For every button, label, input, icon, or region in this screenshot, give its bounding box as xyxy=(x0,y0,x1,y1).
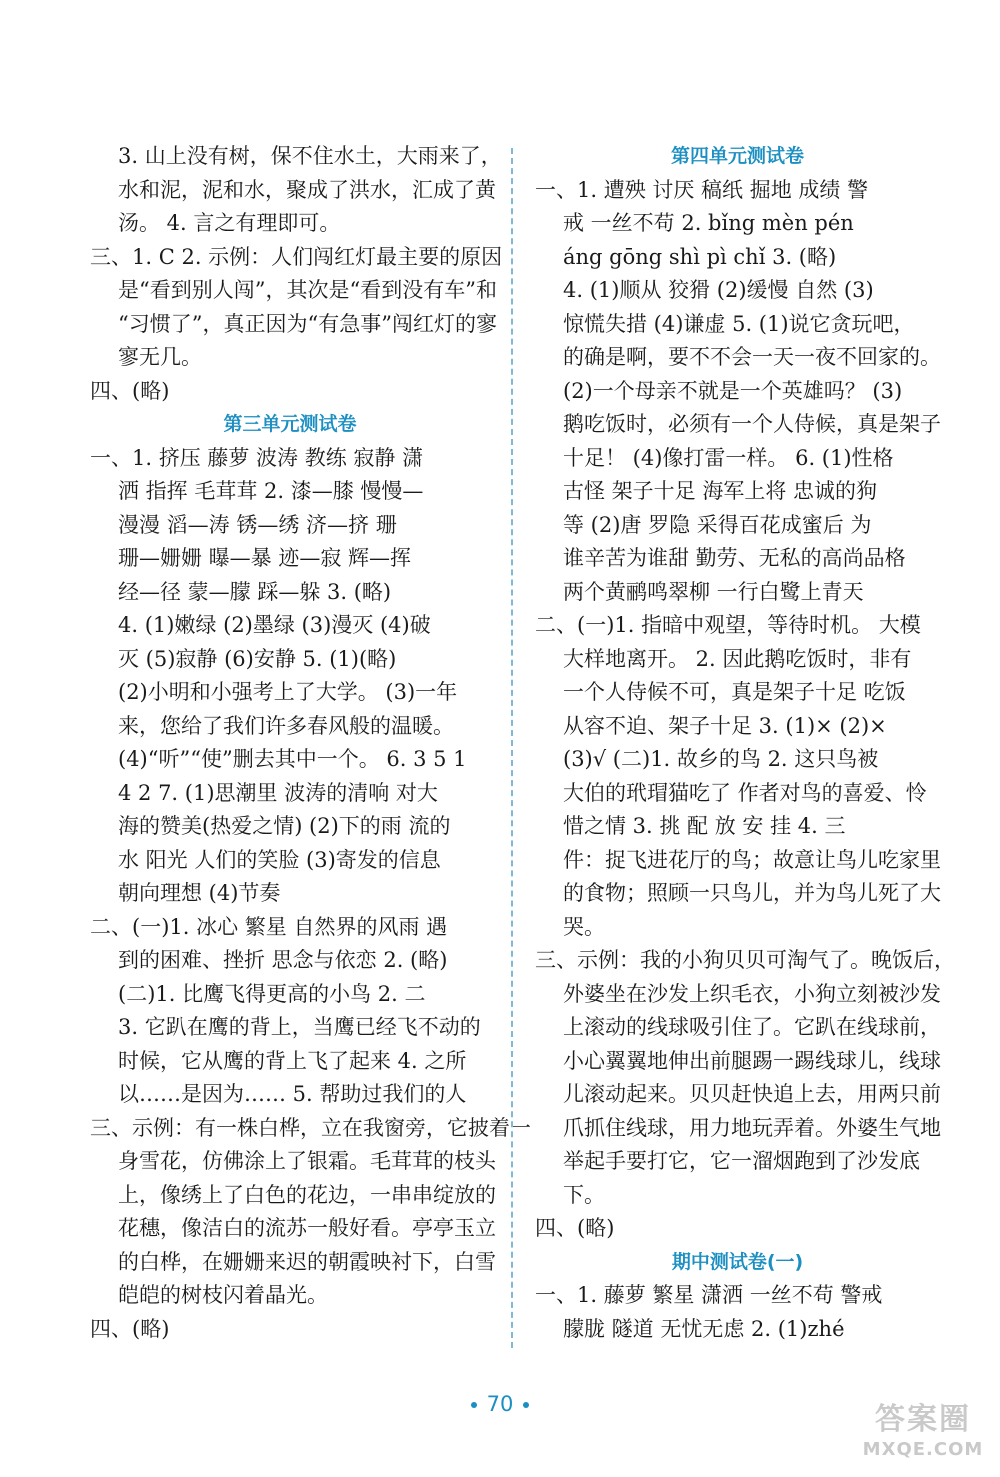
left-text-line: 4 2 7. (1)思潮里 波涛的清响 对大 xyxy=(118,780,438,805)
page-number: 70 xyxy=(486,1392,514,1416)
left-text-line: (二)1. 比鹰飞得更高的小鸟 2. 二 xyxy=(118,981,426,1006)
right-text-line: 三、示例：我的小狗贝贝可淘气了。晚饭后， xyxy=(535,948,955,972)
left-text-line: 3. 山上没有树，保不住水土，大雨来了， xyxy=(118,144,502,168)
right-text-line: 外婆坐在沙发上织毛衣，小狗立刻被沙发 xyxy=(563,981,941,1006)
right-text-line: 一个人侍候不可，真是架子十足 吃饭 xyxy=(563,680,906,704)
left-text-line: 二、(一)1. 冰心 繁星 自然界的风雨 遇 xyxy=(90,914,448,939)
right-section-heading: 第四单元测试卷 xyxy=(670,145,804,167)
left-text-line: 海的赞美(热爱之情) (2)下的雨 流的 xyxy=(118,814,451,838)
right-text-line: 谁辛苦为谁甜 勤劳、无私的高尚品格 xyxy=(563,546,906,570)
right-text-line: (2)一个母亲不就是一个英雄吗？ (3) xyxy=(563,378,903,403)
right-section-heading: 期中测试卷(一) xyxy=(671,1250,804,1273)
left-text-line: 上，像绣上了白色的花边，一串串绽放的 xyxy=(118,1182,496,1207)
left-text-line: 珊—姗姗 曝—暴 迹—寂 辉—挥 xyxy=(118,546,412,570)
right-text-line: 儿滚动起来。贝贝赶快追上去，用两只前 xyxy=(563,1082,941,1106)
left-section-heading: 第三单元测试卷 xyxy=(223,413,357,435)
right-text-line: 件：捉飞进花厅的鸟；故意让鸟儿吃家里 xyxy=(563,847,941,872)
right-text-line: 惊慌失措 (4)谦虚 5. (1)说它贪玩吧， xyxy=(563,311,915,336)
left-text-line: 以……是因为…… 5. 帮助过我们的人 xyxy=(118,1082,467,1106)
left-text-line: 花穗，像洁白的流苏一般好看。亭亭玉立 xyxy=(118,1216,496,1240)
page-footer xyxy=(0,1392,1000,1416)
left-text-line: (4)“听”“使”删去其中一个。 6. 3 5 1 xyxy=(118,747,467,771)
left-text-line: 皑皑的树枝闪着晶光。 xyxy=(118,1283,328,1307)
left-text-line: 身雪花，仿佛涂上了银霜。毛茸茸的枝头 xyxy=(118,1149,496,1173)
right-text-line: 4. (1)顺从 狡猾 (2)缓慢 自然 (3) xyxy=(563,278,874,302)
right-text-line: 古怪 架子十足 海军上将 忠诚的狗 xyxy=(563,479,878,503)
left-text-line: 四、(略) xyxy=(90,378,170,403)
left-text-line: 到的困难、挫折 思念与依恋 2. (略) xyxy=(118,948,448,972)
right-text-line: 举起手要打它，它一溜烟跑到了沙发底 xyxy=(563,1149,920,1173)
left-text-line: 洒 指挥 毛茸茸 2. 漆—膝 慢慢— xyxy=(118,479,424,503)
right-text-line: (3)√ (二)1. 故乡的鸟 2. 这只鸟被 xyxy=(563,747,879,771)
left-text-line: (2)小明和小强考上了大学。 (3)一年 xyxy=(118,680,458,704)
left-text-line: 朝向理想 (4)节奏 xyxy=(118,881,281,905)
watermark-url: MXQE.COM xyxy=(862,1439,984,1460)
left-text-line: 寥无几。 xyxy=(118,345,202,369)
right-text-line: 两个黄鹂鸣翠柳 一行白鹭上青天 xyxy=(563,579,864,604)
left-text-line: 来，您给了我们许多春风般的温暖。 xyxy=(118,713,454,738)
right-text-line: 大样地离开。 2. 因此鹅吃饭时，非有 xyxy=(563,646,912,671)
left-text-line: 的白桦，在姗姗来迟的朝霞映衬下，白雪 xyxy=(118,1249,496,1274)
column-divider xyxy=(511,148,513,1348)
watermark-chars: 答案圈 xyxy=(875,1402,971,1437)
right-text-line: áng gōng shì pì chǐ 3. (略) xyxy=(563,244,837,269)
right-text-line: 戒 一丝不苟 2. bǐng mèn pén xyxy=(563,211,854,235)
right-column xyxy=(535,140,955,1346)
left-text-line: 三、示例：有一株白桦，立在我窗旁，它披着一 xyxy=(90,1115,531,1140)
right-text-line: 大伯的玳瑁猫吃了 作者对鸟的喜爱、怜 xyxy=(563,780,927,805)
right-text-line: 下。 xyxy=(563,1182,605,1207)
left-text-line: 水和泥，泥和水，聚成了洪水，汇成了黄 xyxy=(118,177,496,202)
right-text-line: 从容不迫、架子十足 3. (1)× (2)× xyxy=(563,713,887,738)
right-text-line: 的确是啊，要不不会一天一夜不回家的。 xyxy=(563,345,941,369)
left-text-line: 3. 它趴在鹰的背上，当鹰已经飞不动的 xyxy=(118,1015,481,1039)
right-text-line: 二、(一)1. 指暗中观望，等待时机。 大模 xyxy=(535,613,921,637)
right-text-line: 的食物；照顾一只鸟儿，并为鸟儿死了大 xyxy=(563,881,941,905)
left-text-line: 一、1. 挤压 藤萝 波涛 教练 寂静 潇 xyxy=(90,445,424,470)
left-text-line: 漫漫 滔—涛 锈—绣 济—挤 珊 xyxy=(118,512,397,537)
right-text-line: 一、1. 遭殃 讨厌 稿纸 掘地 成绩 警 xyxy=(535,177,869,202)
right-text-line: 惜之情 3. 挑 配 放 安 挂 4. 三 xyxy=(563,814,846,838)
watermark-logo xyxy=(858,1401,988,1471)
left-text-line: 时候，它从鹰的背上飞了起来 4. 之所 xyxy=(118,1048,467,1073)
left-text-line: 汤。 4. 言之有理即可。 xyxy=(118,211,341,235)
left-text-line: 是“看到别人闯”，其次是“看到没有车”和 xyxy=(118,278,497,302)
right-text-line: 等 (2)唐 罗隐 采得百花成蜜后 为 xyxy=(563,512,872,537)
right-text-line: 朦胧 隧道 无忧无虑 2. (1)zhé xyxy=(563,1316,845,1341)
right-text-line: 爪抓住线球，用力地玩弄着。外婆生气地 xyxy=(563,1115,941,1140)
footer-dot-right xyxy=(523,1402,529,1408)
right-text-line: 小心翼翼地伸出前腿踢一踢线球儿，线球 xyxy=(563,1048,941,1073)
left-column xyxy=(90,140,531,1346)
left-text-line: 三、1. C 2. 示例：人们闯红灯最主要的原因 xyxy=(90,244,503,269)
left-text-line: 灭 (5)寂静 (6)安静 5. (1)(略) xyxy=(118,646,397,671)
right-text-line: 十足！ (4)像打雷一样。 6. (1)性格 xyxy=(563,445,894,470)
right-text-line: 上滚动的线球吸引住了。它趴在线球前， xyxy=(563,1015,941,1039)
left-text-line: 4. (1)嫩绿 (2)墨绿 (3)漫灭 (4)破 xyxy=(118,613,431,637)
right-text-line: 一、1. 藤萝 繁星 潇洒 一丝不苟 警戒 xyxy=(535,1283,883,1307)
footer-dot-left xyxy=(471,1402,477,1408)
left-text-line: “习惯了”，真正因为“有急事”闯红灯的寥 xyxy=(118,311,497,336)
left-text-line: 水 阳光 人们的笑脸 (3)寄发的信息 xyxy=(118,847,441,872)
right-text-line: 哭。 xyxy=(563,914,605,939)
right-text-line: 鹅吃饭时，必须有一个人侍候，真是架子 xyxy=(563,412,941,436)
left-text-line: 经—径 蒙—朦 踩—躲 3. (略) xyxy=(118,579,392,604)
right-text-line: 四、(略) xyxy=(535,1216,615,1240)
left-text-line: 四、(略) xyxy=(90,1316,170,1341)
